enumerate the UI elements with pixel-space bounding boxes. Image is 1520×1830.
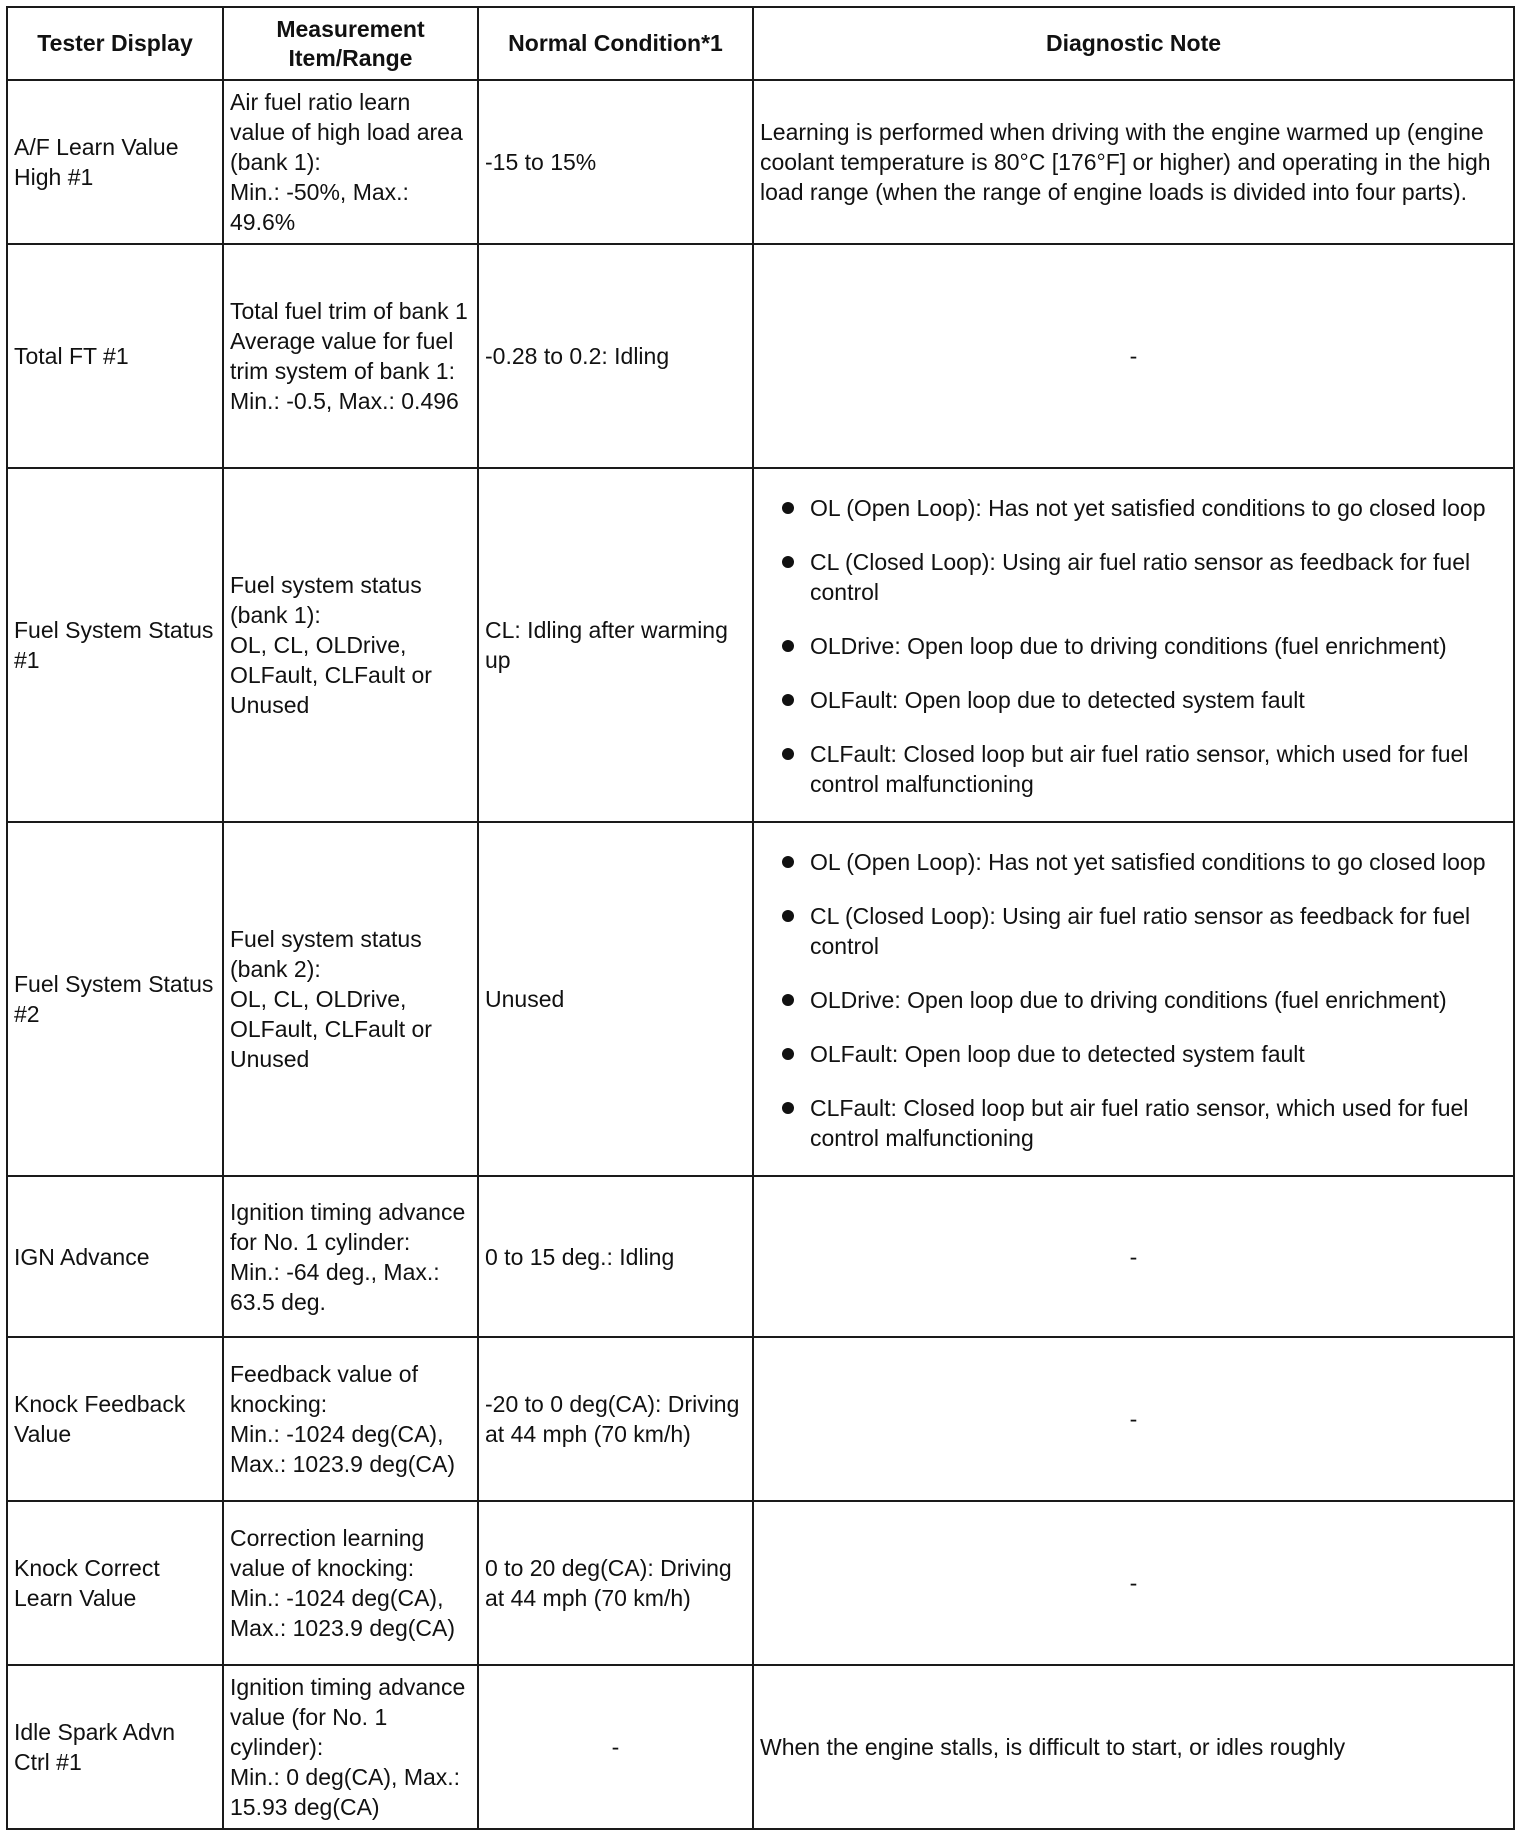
cell-diagnostic-note: - xyxy=(753,1176,1514,1337)
cell-measurement: Total fuel trim of bank 1 Average value for fuel trim system of bank 1: Min.: -0.5, Max.: 0.496 xyxy=(223,244,478,468)
list-item xyxy=(760,1093,1507,1153)
list-item xyxy=(760,1039,1507,1069)
cell-normal-condition: Unused xyxy=(478,822,753,1176)
cell-measurement: Air fuel ratio learn value of high load area (bank 1): Min.: -50%, Max.: 49.6% xyxy=(223,80,478,244)
cell-normal-condition: CL: Idling after warming up xyxy=(478,468,753,822)
note-item-text: OL (Open Loop): Has not yet satisfied conditions to go closed loop xyxy=(810,849,1486,875)
bullet-icon xyxy=(782,1102,794,1114)
cell-diagnostic-note: Learning is performed when driving with the engine warmed up (engine coolant temperature is 80°C [176°F] or higher) and operating in the high load range (when the range of engine loads is divided into four parts). xyxy=(753,80,1514,244)
cell-diagnostic-note: - xyxy=(753,1501,1514,1665)
bullet-icon xyxy=(782,994,794,1006)
note-item-text: CL (Closed Loop): Using air fuel ratio sensor as feedback for fuel control xyxy=(810,549,1471,605)
note-list xyxy=(760,847,1507,1153)
note-item-text: OLDrive: Open loop due to driving conditions (fuel enrichment) xyxy=(810,633,1447,659)
table-row xyxy=(7,468,1514,822)
cell-measurement: Fuel system status (bank 1): OL, CL, OLDrive, OLFault, CLFault or Unused xyxy=(223,468,478,822)
cell-measurement: Ignition timing advance for No. 1 cylinder: Min.: -64 deg., Max.: 63.5 deg. xyxy=(223,1176,478,1337)
cell-normal-condition: 0 to 15 deg.: Idling xyxy=(478,1176,753,1337)
table-row xyxy=(7,1337,1514,1501)
list-item xyxy=(760,985,1507,1015)
note-item-text: CL (Closed Loop): Using air fuel ratio sensor as feedback for fuel control xyxy=(810,903,1471,959)
cell-normal-condition: - xyxy=(478,1665,753,1829)
note-item-text: OLFault: Open loop due to detected system fault xyxy=(810,687,1305,713)
cell-tester-display: Total FT #1 xyxy=(7,244,223,468)
list-item xyxy=(760,547,1507,607)
cell-tester-display: A/F Learn Value High #1 xyxy=(7,80,223,244)
bullet-icon xyxy=(782,856,794,868)
table-row xyxy=(7,80,1514,244)
table-row xyxy=(7,1176,1514,1337)
cell-normal-condition: 0 to 20 deg(CA): Driving at 44 mph (70 km/h) xyxy=(478,1501,753,1665)
list-item xyxy=(760,901,1507,961)
list-item xyxy=(760,685,1507,715)
cell-diagnostic-note xyxy=(753,468,1514,822)
bullet-icon xyxy=(782,910,794,922)
header-diagnostic-note: Diagnostic Note xyxy=(753,7,1514,80)
list-item xyxy=(760,739,1507,799)
bullet-icon xyxy=(782,1048,794,1060)
cell-tester-display: Fuel System Status #2 xyxy=(7,822,223,1176)
table-row xyxy=(7,244,1514,468)
diagnostic-data-table xyxy=(6,6,1515,1830)
note-item-text: OL (Open Loop): Has not yet satisfied conditions to go closed loop xyxy=(810,495,1486,521)
bullet-icon xyxy=(782,556,794,568)
table-row xyxy=(7,1665,1514,1829)
bullet-icon xyxy=(782,694,794,706)
cell-tester-display: Knock Correct Learn Value xyxy=(7,1501,223,1665)
note-item-text: CLFault: Closed loop but air fuel ratio sensor, which used for fuel control malfunctioning xyxy=(810,1095,1469,1151)
cell-tester-display: Knock Feedback Value xyxy=(7,1337,223,1501)
note-item-text: OLFault: Open loop due to detected system fault xyxy=(810,1041,1305,1067)
cell-diagnostic-note: - xyxy=(753,1337,1514,1501)
table-row xyxy=(7,1501,1514,1665)
header-measurement: Measurement Item/Range xyxy=(223,7,478,80)
header-row xyxy=(7,7,1514,80)
note-item-text: OLDrive: Open loop due to driving conditions (fuel enrichment) xyxy=(810,987,1447,1013)
list-item xyxy=(760,493,1507,523)
cell-measurement: Ignition timing advance value (for No. 1 cylinder): Min.: 0 deg(CA), Max.: 15.93 deg(CA) xyxy=(223,1665,478,1829)
cell-diagnostic-note xyxy=(753,822,1514,1176)
list-item xyxy=(760,847,1507,877)
note-item-text: CLFault: Closed loop but air fuel ratio sensor, which used for fuel control malfunctioning xyxy=(810,741,1469,797)
cell-tester-display: IGN Advance xyxy=(7,1176,223,1337)
cell-normal-condition: -0.28 to 0.2: Idling xyxy=(478,244,753,468)
table-row xyxy=(7,822,1514,1176)
header-tester-display: Tester Display xyxy=(7,7,223,80)
header-normal-condition: Normal Condition*1 xyxy=(478,7,753,80)
bullet-icon xyxy=(782,502,794,514)
bullet-icon xyxy=(782,748,794,760)
cell-tester-display: Fuel System Status #1 xyxy=(7,468,223,822)
cell-diagnostic-note: When the engine stalls, is difficult to start, or idles roughly xyxy=(753,1665,1514,1829)
bullet-icon xyxy=(782,640,794,652)
cell-measurement: Correction learning value of knocking: Min.: -1024 deg(CA), Max.: 1023.9 deg(CA) xyxy=(223,1501,478,1665)
cell-diagnostic-note: - xyxy=(753,244,1514,468)
list-item xyxy=(760,631,1507,661)
cell-tester-display: Idle Spark Advn Ctrl #1 xyxy=(7,1665,223,1829)
cell-normal-condition: -15 to 15% xyxy=(478,80,753,244)
cell-measurement: Feedback value of knocking: Min.: -1024 deg(CA), Max.: 1023.9 deg(CA) xyxy=(223,1337,478,1501)
cell-measurement: Fuel system status (bank 2): OL, CL, OLDrive, OLFault, CLFault or Unused xyxy=(223,822,478,1176)
note-list xyxy=(760,493,1507,799)
cell-normal-condition: -20 to 0 deg(CA): Driving at 44 mph (70 km/h) xyxy=(478,1337,753,1501)
